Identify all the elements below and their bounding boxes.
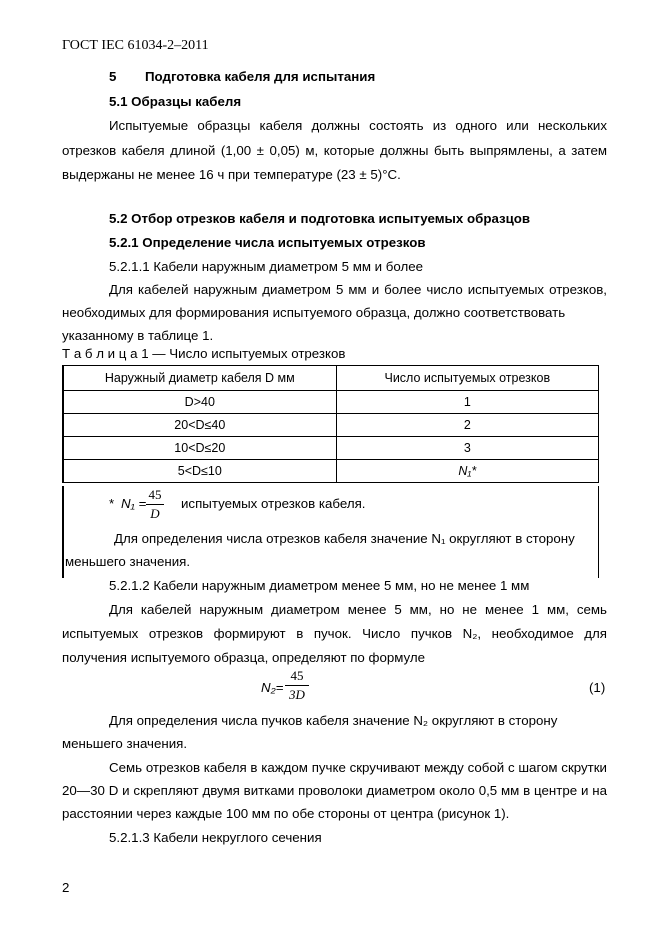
table-footnote-right-border [598,486,599,578]
fraction-denominator: D [150,506,160,521]
table-cell: D>40 [63,391,336,414]
footnote-text: испытуемых отрезков кабеля. [181,496,366,511]
section-number: 5 [109,69,117,84]
subsection-title-5-2: 5.2 Отбор отрезков кабеля и подготовка испытуемых образцов [109,211,531,226]
subsection-title-5-2-1-1: 5.2.1.1 Кабели наружным диаметром 5 мм и более [109,259,424,274]
section-title: Подготовка кабеля для испытания [145,69,376,84]
page-number: 2 [62,880,70,895]
footnote-symbol: N₁ = [121,496,147,511]
subsection-title-5-1: 5.1 Образцы кабеля [109,94,242,109]
paragraph-line: необходимых для формирования испытуемого образца, должно соответствовать [62,305,566,320]
footnote-fraction [146,487,164,522]
table-cell: 3 [336,437,598,460]
paragraph-line: 20—30 D и скрепляют двумя витками проволоки диаметром около 0,5 мм в центре и на [62,783,607,798]
paragraph-line: Для кабелей наружным диаметром 5 мм и более число испытуемых отрезков, [109,282,607,297]
formula-fraction [285,668,309,703]
paragraph-line: Испытуемые образцы кабеля должны состоять из одного или нескольких [109,118,607,133]
table-cell: 1 [336,391,598,414]
fraction-numerator: 45 [148,487,162,502]
formula-lhs: N₂= [261,680,284,695]
subsection-title-5-2-1-3: 5.2.1.3 Кабели некруглого сечения [109,830,322,845]
table-header-row [63,366,599,391]
table-row [63,391,599,414]
table-caption [62,346,345,361]
table-row [63,460,599,483]
table-1 [62,365,599,483]
table-cell: N₁* [336,460,598,483]
table-note-line: меньшего значения. [65,554,191,569]
table-row [63,437,599,460]
column-header-count: Число испытуемых отрезков [336,366,598,391]
table-footnote-left-border [62,486,64,578]
table-cell: 5<D≤10 [63,460,336,483]
subsection-title-5-2-1: 5.2.1 Определение числа испытуемых отрезков [109,235,426,250]
paragraph-line: Семь отрезков кабеля в каждом пучке скручивают между собой с шагом скрутки [109,760,607,775]
formula-numerator: 45 [290,668,304,683]
paragraph-line: указанному в таблице 1. [62,328,214,343]
table-caption-text: — Число испытуемых отрезков [148,346,346,361]
paragraph-line: расстоянии через каждые 100 мм по обе стороны от центра (рисунок 1). [62,806,510,821]
table-cell: 10<D≤20 [63,437,336,460]
paragraph-line: испытуемых отрезков формируют в пучок. Число пучков N₂, необходимое для [62,626,607,641]
paragraph-line: выдержаны не менее 16 ч при температуре (23 ± 5)°С. [62,167,401,182]
column-header-diameter: Наружный диаметр кабеля D мм [63,366,336,391]
footnote-star: * [109,496,115,511]
table-row [63,414,599,437]
table-note-line: Для определения числа отрезков кабеля значение N₁ округляют в сторону [114,531,575,546]
table-caption-prefix: Т а б л и ц а 1 [62,346,149,361]
subsection-title-5-2-1-2: 5.2.1.2 Кабели наружным диаметром менее 5 мм, но не менее 1 мм [109,578,530,593]
paragraph-line: меньшего значения. [62,736,188,751]
paragraph-line: Для определения числа пучков кабеля значение N₂ округляют в сторону [109,713,558,728]
paragraph-line: получения испытуемого образца, определяют по формуле [62,650,426,665]
formula-number: (1) [589,680,606,695]
document-code: ГОСТ IEC 61034-2–2011 [62,38,209,53]
formula-denominator: 3D [289,687,305,702]
table-cell: 2 [336,414,598,437]
paragraph-line: Для кабелей наружным диаметром менее 5 мм, но не менее 1 мм, семь [109,602,607,617]
table-cell: 20<D≤40 [63,414,336,437]
paragraph-line: отрезков кабеля длиной (1,00 ± 0,05) м, которые должны быть выпрямлены, а затем [62,143,607,158]
